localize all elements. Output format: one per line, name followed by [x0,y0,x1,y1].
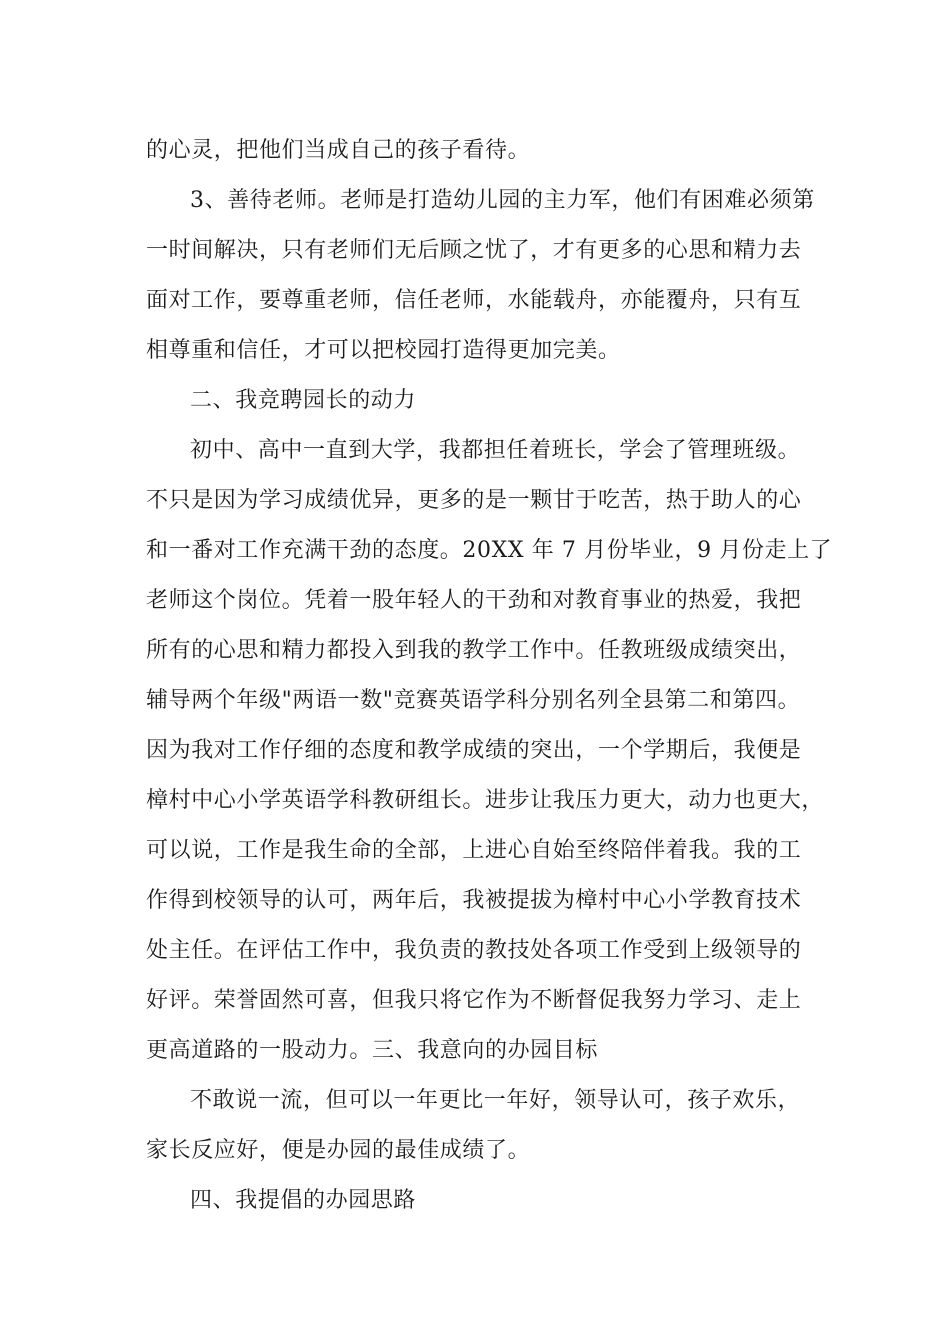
text-line: 家长反应好，便是办园的最佳成绩了。 [146,1138,531,1163]
section-heading: 二、我竞聘园长的动力 [190,388,417,413]
text-line: 面对工作，要尊重老师，信任老师，水能载舟，亦能覆舟，只有互 [146,288,802,313]
text-line: 樟村中心小学英语学科教研组长。进步让我压力更大，动力也更大， [146,788,825,813]
section-heading: 四、我提倡的办园思路 [190,1188,417,1213]
text-line: 好评。荣誉固然可喜，但我只将它作为不断督促我努力学习、走上 [146,988,802,1013]
text-line: 相尊重和信任，才可以把校园打造得更加完美。 [146,338,621,363]
text-line: 初中、高中一直到大学，我都担任着班长，学会了管理班级。 [190,438,801,463]
text-line: 因为我对工作仔细的态度和教学成绩的突出，一个学期后，我便是 [146,738,802,763]
text-line: 一时间解决，只有老师们无后顾之忧了，才有更多的心思和精力去 [146,238,802,263]
text-line: 更高道路的一股动力。三、我意向的办园目标 [146,1038,599,1063]
text-line: 和一番对工作充满干劲的态度。20XX 年 7 月份毕业，9 月份走上了 [146,538,833,563]
text-line: 不只是因为学习成绩优异，更多的是一颗甘于吃苦，热于助人的心 [146,488,802,513]
text-line: 的心灵，把他们当成自己的孩子看待。 [146,138,531,163]
text-line: 作得到校领导的认可，两年后，我被提拔为樟村中心小学教育技术 [146,888,802,913]
text-line: 辅导两个年级"两语一数"竞赛英语学科分别名列全县第二和第四。 [146,688,801,713]
text-line: 处主任。在评估工作中，我负责的教技处各项工作受到上级领导的 [146,938,802,963]
text-line: 可以说，工作是我生命的全部，上进心自始至终陪伴着我。我的工 [146,838,802,863]
text-line: 所有的心思和精力都投入到我的教学工作中。任教班级成绩突出， [146,638,802,663]
text-line: 老师这个岗位。凭着一股年轻人的干劲和对教育事业的热爱，我把 [146,588,802,613]
text-line: 不敢说一流，但可以一年更比一年好，领导认可，孩子欢乐， [190,1088,801,1113]
text-line: 3、善待老师。老师是打造幼儿园的主力军，他们有困难必须第 [190,188,815,213]
